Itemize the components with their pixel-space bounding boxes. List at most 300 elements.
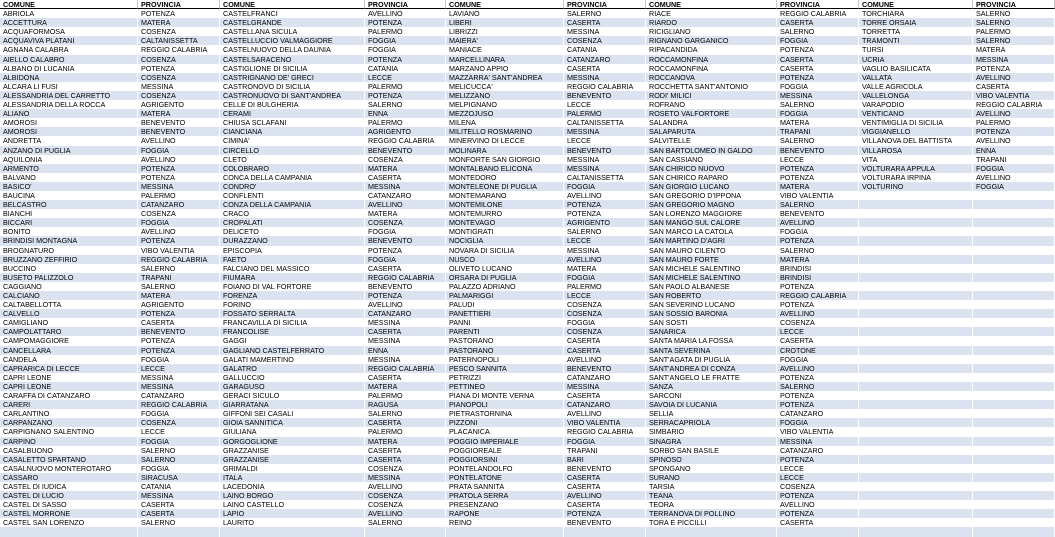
- comune-cell: ITALA: [220, 473, 365, 482]
- comune-cell: FIUMARA: [220, 273, 365, 282]
- comune-cell: REINO: [446, 518, 564, 527]
- comune-cell: MONTIGRATI: [446, 227, 564, 236]
- provincia-cell: COSENZA: [365, 464, 446, 473]
- comune-cell: MONTEDORO: [446, 173, 564, 182]
- comune-cell: BUCCINO: [0, 264, 138, 273]
- provincia-cell: LECCE: [564, 136, 646, 145]
- provincia-cell: LECCE: [777, 473, 859, 482]
- provincia-cell: AVELLINO: [564, 255, 646, 264]
- provincia-cell: CASERTA: [564, 336, 646, 345]
- comune-cell: CASTELLANA SICULA: [220, 27, 365, 36]
- provincia-cell: FOGGIA: [777, 82, 859, 91]
- comune-cell: CAMPOLATTARO: [0, 327, 138, 336]
- comune-cell: FAETO: [220, 255, 365, 264]
- provincia-cell: RAGUSA: [365, 400, 446, 409]
- header-provincia-2: PROVINCIA: [365, 0, 446, 9]
- comune-cell: PATERNOPOLI: [446, 355, 564, 364]
- provincia-cell: AVELLINO: [777, 218, 859, 227]
- provincia-cell: AVELLINO: [138, 155, 220, 164]
- header-comune-5: COMUNE: [859, 0, 973, 9]
- provincia-cell: LECCE: [777, 464, 859, 473]
- comune-cell: FORENZA: [220, 291, 365, 300]
- provincia-cell: BENEVENTO: [564, 91, 646, 100]
- empty-cell: [859, 491, 973, 500]
- comune-cell: PASTORANO: [446, 346, 564, 355]
- provincia-cell: CASERTA: [564, 391, 646, 400]
- comune-cell: GRAZZANISE: [220, 455, 365, 464]
- comune-cell: TORA E PICCILLI: [646, 518, 777, 527]
- comune-cell: SAN SOSSIO BARONIA: [646, 309, 777, 318]
- empty-cell: [973, 446, 1055, 455]
- empty-cell: [973, 391, 1055, 400]
- comune-cell: LAURITO: [220, 518, 365, 527]
- comune-cell: RIGNANO GARGANICO: [646, 36, 777, 45]
- comune-cell: PALAZZO ADRIANO: [446, 282, 564, 291]
- empty-cell: [973, 346, 1055, 355]
- provincia-cell: MATERA: [365, 209, 446, 218]
- header-provincia-4: PROVINCIA: [777, 0, 859, 9]
- comune-cell: CASTRONUOVO DI SANT'ANDREA: [220, 91, 365, 100]
- provincia-cell: CATANZARO: [138, 391, 220, 400]
- empty-cell: [973, 382, 1055, 391]
- provincia-cell: SALERNO: [777, 246, 859, 255]
- comune-cell: CALTABELLOTTA: [0, 300, 138, 309]
- empty-cell: [973, 264, 1055, 273]
- header-provincia-3: PROVINCIA: [564, 0, 646, 9]
- comune-cell: SPINOSO: [646, 455, 777, 464]
- provincia-cell: MESSINA: [564, 155, 646, 164]
- provincia-cell: CATANZARO: [564, 55, 646, 64]
- comune-cell: FRANCOLISE: [220, 327, 365, 336]
- comune-cell: CONDRO': [220, 182, 365, 191]
- comune-cell: MILITELLO ROSMARINO: [446, 127, 564, 136]
- empty-cell: [973, 509, 1055, 518]
- provincia-cell: CATANZARO: [777, 409, 859, 418]
- provincia-cell: MATERA: [365, 382, 446, 391]
- provincia-cell: CASERTA: [365, 264, 446, 273]
- comune-cell: SALAPARUTA: [646, 127, 777, 136]
- comune-cell: POGGIO IMPERIALE: [446, 437, 564, 446]
- comune-cell: LIBERI: [446, 18, 564, 27]
- provincia-cell: CASERTA: [973, 82, 1055, 91]
- comune-cell: BRINDISI MONTAGNA: [0, 236, 138, 245]
- comune-cell: TURSI: [859, 45, 973, 54]
- comune-cell: CAMIGLIANO: [0, 318, 138, 327]
- comune-cell: MELPIGNANO: [446, 100, 564, 109]
- provincia-cell: SALERNO: [777, 100, 859, 109]
- empty-cell: [777, 527, 859, 536]
- provincia-cell: SALERNO: [138, 282, 220, 291]
- provincia-cell: SALERNO: [564, 9, 646, 18]
- empty-cell: [0, 527, 138, 536]
- empty-cell: [646, 527, 777, 536]
- provincia-cell: AVELLINO: [365, 300, 446, 309]
- comune-cell: POGGIORSINI: [446, 455, 564, 464]
- comune-cell: GORGOGLIONE: [220, 437, 365, 446]
- comune-cell: MILENA: [446, 118, 564, 127]
- empty-cell: [859, 409, 973, 418]
- empty-cell: [859, 464, 973, 473]
- comune-cell: AMOROSI: [0, 127, 138, 136]
- comune-cell: SAN MARTINO D'AGRI: [646, 236, 777, 245]
- provincia-cell: PALERMO: [564, 109, 646, 118]
- provincia-cell: AVELLINO: [138, 227, 220, 236]
- provincia-cell: CASERTA: [365, 173, 446, 182]
- provincia-cell: FOGGIA: [777, 418, 859, 427]
- empty-cell: [859, 527, 973, 536]
- comune-cell: VITA: [859, 155, 973, 164]
- empty-cell: [973, 364, 1055, 373]
- provincia-cell: POTENZA: [777, 282, 859, 291]
- empty-cell: [973, 409, 1055, 418]
- provincia-cell: CASERTA: [365, 327, 446, 336]
- provincia-cell: CATANIA: [365, 64, 446, 73]
- comune-cell: EPISCOPIA: [220, 246, 365, 255]
- empty-cell: [973, 482, 1055, 491]
- comune-cell: PETRIZZI: [446, 373, 564, 382]
- provincia-cell: FOGGIA: [564, 273, 646, 282]
- comune-cell: RICIGLIANO: [646, 27, 777, 36]
- provincia-cell: VIBO VALENTIA: [973, 91, 1055, 100]
- empty-cell: [973, 291, 1055, 300]
- comune-cell: LIBRIZZI: [446, 27, 564, 36]
- provincia-cell: POTENZA: [777, 455, 859, 464]
- comune-cell: SORBO SAN BASILE: [646, 446, 777, 455]
- provincia-cell: SALERNO: [365, 100, 446, 109]
- comune-cell: AGNANA CALABRA: [0, 45, 138, 54]
- provincia-cell: CASERTA: [777, 518, 859, 527]
- provincia-cell: FOGGIA: [564, 318, 646, 327]
- provincia-cell: POTENZA: [777, 391, 859, 400]
- comune-cell: SAN SOSTI: [646, 318, 777, 327]
- provincia-cell: BENEVENTO: [564, 464, 646, 473]
- comune-cell: LAVIANO: [446, 9, 564, 18]
- provincia-cell: FOGGIA: [138, 409, 220, 418]
- comune-cell: SERRACAPRIOLA: [646, 418, 777, 427]
- comune-cell: ANDRETTA: [0, 136, 138, 145]
- provincia-cell: SALERNO: [777, 200, 859, 209]
- provincia-cell: AVELLINO: [777, 500, 859, 509]
- provincia-cell: POTENZA: [365, 91, 446, 100]
- provincia-cell: FOGGIA: [777, 109, 859, 118]
- comune-cell: CERAMI: [220, 109, 365, 118]
- provincia-cell: REGGIO CALABRIA: [365, 273, 446, 282]
- provincia-cell: CASERTA: [138, 500, 220, 509]
- comune-cell: VIGGIANELLO: [859, 127, 973, 136]
- provincia-cell: COSENZA: [138, 91, 220, 100]
- comune-cell: CALVELLO: [0, 309, 138, 318]
- comune-cell: GALATI MAMERTINO: [220, 355, 365, 364]
- comune-cell: ALESSANDRIA DELLA ROCCA: [0, 100, 138, 109]
- comune-cell: CASTEL DI LUCIO: [0, 491, 138, 500]
- comune-cell: SAN MARCO LA CATOLA: [646, 227, 777, 236]
- provincia-cell: CALTANISSETTA: [564, 118, 646, 127]
- comune-cell: CASTIGLIONE DI SICILIA: [220, 64, 365, 73]
- comune-cell: SAN CHIRICO NUOVO: [646, 164, 777, 173]
- comune-cell: BRUZZANO ZEFFIRIO: [0, 255, 138, 264]
- comune-cell: FORINO: [220, 300, 365, 309]
- header-comune-4: COMUNE: [646, 0, 777, 9]
- provincia-cell: CASERTA: [564, 482, 646, 491]
- comune-cell: ROCCAMONFINA: [646, 64, 777, 73]
- header-comune-2: COMUNE: [220, 0, 365, 9]
- provincia-cell: CATANZARO: [365, 309, 446, 318]
- provincia-cell: SALERNO: [138, 455, 220, 464]
- comune-cell: MARZANO APPIO: [446, 64, 564, 73]
- provincia-cell: FOGGIA: [564, 182, 646, 191]
- comune-cell: BONITO: [0, 227, 138, 236]
- comune-cell: PONTELANDOLFO: [446, 464, 564, 473]
- comune-cell: CARPINO: [0, 437, 138, 446]
- comune-cell: GAGLIANO CASTELFERRATO: [220, 346, 365, 355]
- header-comune-3: COMUNE: [446, 0, 564, 9]
- provincia-cell: REGGIO CALABRIA: [138, 255, 220, 264]
- provincia-cell: FOGGIA: [365, 36, 446, 45]
- comune-cell: MELIZZANO: [446, 91, 564, 100]
- comune-cell: PIANA DI MONTE VERNA: [446, 391, 564, 400]
- provincia-cell: CATANIA: [138, 482, 220, 491]
- empty-cell: [859, 500, 973, 509]
- comune-cell: FALCIANO DEL MASSICO: [220, 264, 365, 273]
- comune-cell: BROGNATURO: [0, 246, 138, 255]
- provincia-cell: MESSINA: [138, 382, 220, 391]
- empty-cell: [859, 473, 973, 482]
- provincia-cell: COSENZA: [564, 309, 646, 318]
- empty-cell: [973, 227, 1055, 236]
- comune-cell: CASTEL DI IUDICA: [0, 482, 138, 491]
- empty-cell: [859, 318, 973, 327]
- comune-cell: GIULIANA: [220, 427, 365, 436]
- comune-cell: DURAZZANO: [220, 236, 365, 245]
- comune-cell: CIMINA': [220, 136, 365, 145]
- comune-cell: TEORA: [646, 500, 777, 509]
- comune-cell: SANARICA: [646, 327, 777, 336]
- comune-cell: ALBANO DI LUCANIA: [0, 64, 138, 73]
- comune-cell: CONFLENTI: [220, 191, 365, 200]
- comune-cell: SPONGANO: [646, 464, 777, 473]
- empty-cell: [973, 464, 1055, 473]
- comune-cell: TORCHIARA: [859, 9, 973, 18]
- provincia-cell: COSENZA: [138, 418, 220, 427]
- comune-cell: CARERI: [0, 400, 138, 409]
- comune-cell: VAGLIO BASILICATA: [859, 64, 973, 73]
- empty-cell: [973, 527, 1055, 536]
- comune-cell: CASSARO: [0, 473, 138, 482]
- provincia-cell: COSENZA: [138, 55, 220, 64]
- header-comune-1: COMUNE: [0, 0, 138, 9]
- provincia-cell: REGGIO CALABRIA: [564, 82, 646, 91]
- provincia-cell: ENNA: [973, 146, 1055, 155]
- comune-cell: SAVOIA DI LUCANIA: [646, 400, 777, 409]
- provincia-cell: COSENZA: [564, 327, 646, 336]
- comune-cell: VILLANOVA DEL BATTISTA: [859, 136, 973, 145]
- empty-cell: [859, 336, 973, 345]
- provincia-cell: MATERA: [777, 182, 859, 191]
- empty-cell: [859, 309, 973, 318]
- provincia-cell: PALERMO: [365, 27, 446, 36]
- comune-cell: COLOBRARO: [220, 164, 365, 173]
- provincia-cell: MESSINA: [138, 491, 220, 500]
- comune-cell: CIANCIANA: [220, 127, 365, 136]
- provincia-cell: POTENZA: [138, 173, 220, 182]
- comune-cell: GAGGI: [220, 336, 365, 345]
- provincia-cell: SALERNO: [365, 518, 446, 527]
- provincia-cell: REGGIO CALABRIA: [365, 364, 446, 373]
- provincia-cell: FOGGIA: [365, 255, 446, 264]
- comune-cell: FRANCAVILLA DI SICILIA: [220, 318, 365, 327]
- provincia-cell: POTENZA: [365, 18, 446, 27]
- comune-cell: LAINO CASTELLO: [220, 500, 365, 509]
- provincia-cell: SALERNO: [777, 382, 859, 391]
- comune-cell: MONTEMILONE: [446, 200, 564, 209]
- comune-cell: PALUDI: [446, 300, 564, 309]
- comune-cell: AQUILONIA: [0, 155, 138, 164]
- empty-cell: [859, 327, 973, 336]
- provincia-cell: FOGGIA: [365, 45, 446, 54]
- comune-cell: ORSARA DI PUGLIA: [446, 273, 564, 282]
- comune-cell: ROCCHETTA SANT'ANTONIO: [646, 82, 777, 91]
- header-provincia-1: PROVINCIA: [138, 0, 220, 9]
- empty-cell: [859, 364, 973, 373]
- provincia-cell: ENNA: [365, 346, 446, 355]
- comune-cell: SAN LORENZO MAGGIORE: [646, 209, 777, 218]
- provincia-cell: MESSINA: [365, 355, 446, 364]
- comune-cell: PRATOLA SERRA: [446, 491, 564, 500]
- comune-cell: POGGIOREALE: [446, 446, 564, 455]
- comune-cell: ACCETTURA: [0, 18, 138, 27]
- provincia-cell: TRAPANI: [138, 273, 220, 282]
- comune-cell: CAMPOMAGGIORE: [0, 336, 138, 345]
- comune-cell: PALMARIGGI: [446, 291, 564, 300]
- provincia-cell: TRAPANI: [564, 446, 646, 455]
- provincia-cell: AVELLINO: [564, 355, 646, 364]
- provincia-cell: COSENZA: [138, 27, 220, 36]
- provincia-cell: FOGGIA: [777, 227, 859, 236]
- provincia-cell: LECCE: [138, 427, 220, 436]
- comune-cell: CANCELLARA: [0, 346, 138, 355]
- comune-cell: GERACI SICULO: [220, 391, 365, 400]
- empty-cell: [859, 455, 973, 464]
- empty-cell: [859, 400, 973, 409]
- comune-cell: ROCCAMONFINA: [646, 55, 777, 64]
- provincia-cell: CASERTA: [564, 64, 646, 73]
- provincia-cell: CASERTA: [564, 500, 646, 509]
- comune-cell: SANT'ANDREA DI CONZA: [646, 364, 777, 373]
- comune-cell: BALVANO: [0, 173, 138, 182]
- provincia-cell: CATANZARO: [564, 400, 646, 409]
- empty-cell: [973, 427, 1055, 436]
- comune-cell: MAZZARRA' SANT'ANDREA: [446, 73, 564, 82]
- comune-cell: VALLELONGA: [859, 91, 973, 100]
- provincia-cell: BARI: [564, 455, 646, 464]
- provincia-cell: FOGGIA: [973, 182, 1055, 191]
- provincia-cell: REGGIO CALABRIA: [564, 427, 646, 436]
- provincia-cell: BENEVENTO: [138, 127, 220, 136]
- comune-cell: CASTELGRANDE: [220, 18, 365, 27]
- provincia-cell: SALERNO: [973, 18, 1055, 27]
- comune-cell: VALLATA: [859, 73, 973, 82]
- provincia-cell: POTENZA: [777, 73, 859, 82]
- provincia-cell: CASERTA: [138, 318, 220, 327]
- provincia-cell: POTENZA: [564, 509, 646, 518]
- provincia-cell: FOGGIA: [564, 437, 646, 446]
- comune-cell: CASALNUOVO MONTEROTARO: [0, 464, 138, 473]
- comune-cell: CAGGIANO: [0, 282, 138, 291]
- comune-cell: UCRIA: [859, 55, 973, 64]
- provincia-cell: COSENZA: [365, 218, 446, 227]
- empty-cell: [859, 255, 973, 264]
- provincia-cell: AVELLINO: [365, 509, 446, 518]
- provincia-cell: MESSINA: [564, 27, 646, 36]
- empty-cell: [859, 437, 973, 446]
- empty-cell: [859, 291, 973, 300]
- provincia-cell: CROTONE: [777, 346, 859, 355]
- provincia-cell: MESSINA: [138, 373, 220, 382]
- provincia-cell: AVELLINO: [138, 136, 220, 145]
- provincia-cell: COSENZA: [777, 482, 859, 491]
- provincia-cell: AGRIGENTO: [365, 127, 446, 136]
- comune-cell: ACQUAVIVA PLATANI: [0, 36, 138, 45]
- provincia-cell: FOGGIA: [138, 355, 220, 364]
- provincia-cell: AVELLINO: [365, 482, 446, 491]
- comune-cell: PANNI: [446, 318, 564, 327]
- comune-cell: GARAGUSO: [220, 382, 365, 391]
- comune-cell: PIETRASTORNINA: [446, 409, 564, 418]
- comune-cell: LACEDONIA: [220, 482, 365, 491]
- provincia-cell: COSENZA: [365, 491, 446, 500]
- provincia-cell: CASERTA: [564, 18, 646, 27]
- provincia-cell: MESSINA: [564, 246, 646, 255]
- comune-cell: SANTA MARIA LA FOSSA: [646, 336, 777, 345]
- comune-cell: SAN CHIRICO RAPARO: [646, 173, 777, 182]
- provincia-cell: POTENZA: [973, 127, 1055, 136]
- comune-cell: BIANCHI: [0, 209, 138, 218]
- provincia-cell: POTENZA: [564, 209, 646, 218]
- comune-cell: SAN GREGORIO MAGNO: [646, 200, 777, 209]
- empty-cell: [973, 327, 1055, 336]
- comune-cell: SANT'ANGELO LE FRATTE: [646, 373, 777, 382]
- empty-cell: [859, 209, 973, 218]
- comune-cell: ABRIOLA: [0, 9, 138, 18]
- empty-cell: [973, 200, 1055, 209]
- comune-cell: MINERVINO DI LECCE: [446, 136, 564, 145]
- provincia-cell: SALERNO: [138, 446, 220, 455]
- provincia-cell: LECCE: [564, 100, 646, 109]
- comune-cell: CAPRI LEONE: [0, 382, 138, 391]
- comune-cell: PIANOPOLI: [446, 400, 564, 409]
- comune-cell: SAN CASSIANO: [646, 155, 777, 164]
- provincia-cell: PALERMO: [564, 282, 646, 291]
- provincia-cell: AVELLINO: [973, 109, 1055, 118]
- comune-cell: PIZZONI: [446, 418, 564, 427]
- comune-cell: SAN MANGO SUL CALORE: [646, 218, 777, 227]
- comune-cell: MOLINARA: [446, 146, 564, 155]
- provincia-cell: CATANIA: [564, 45, 646, 54]
- empty-cell: [138, 527, 220, 536]
- provincia-cell: MESSINA: [365, 473, 446, 482]
- provincia-cell: VIBO VALENTIA: [138, 246, 220, 255]
- provincia-cell: PALERMO: [973, 27, 1055, 36]
- comune-cell: GIOIA SANNITICA: [220, 418, 365, 427]
- provincia-cell: MESSINA: [138, 82, 220, 91]
- comune-cell: SAN ROBERTO: [646, 291, 777, 300]
- empty-cell: [973, 282, 1055, 291]
- provincia-cell: AVELLINO: [365, 9, 446, 18]
- provincia-cell: CATANZARO: [564, 373, 646, 382]
- provincia-cell: LECCE: [365, 73, 446, 82]
- comune-cell: SURANO: [646, 473, 777, 482]
- comune-cell: CONZA DELLA CAMPANIA: [220, 200, 365, 209]
